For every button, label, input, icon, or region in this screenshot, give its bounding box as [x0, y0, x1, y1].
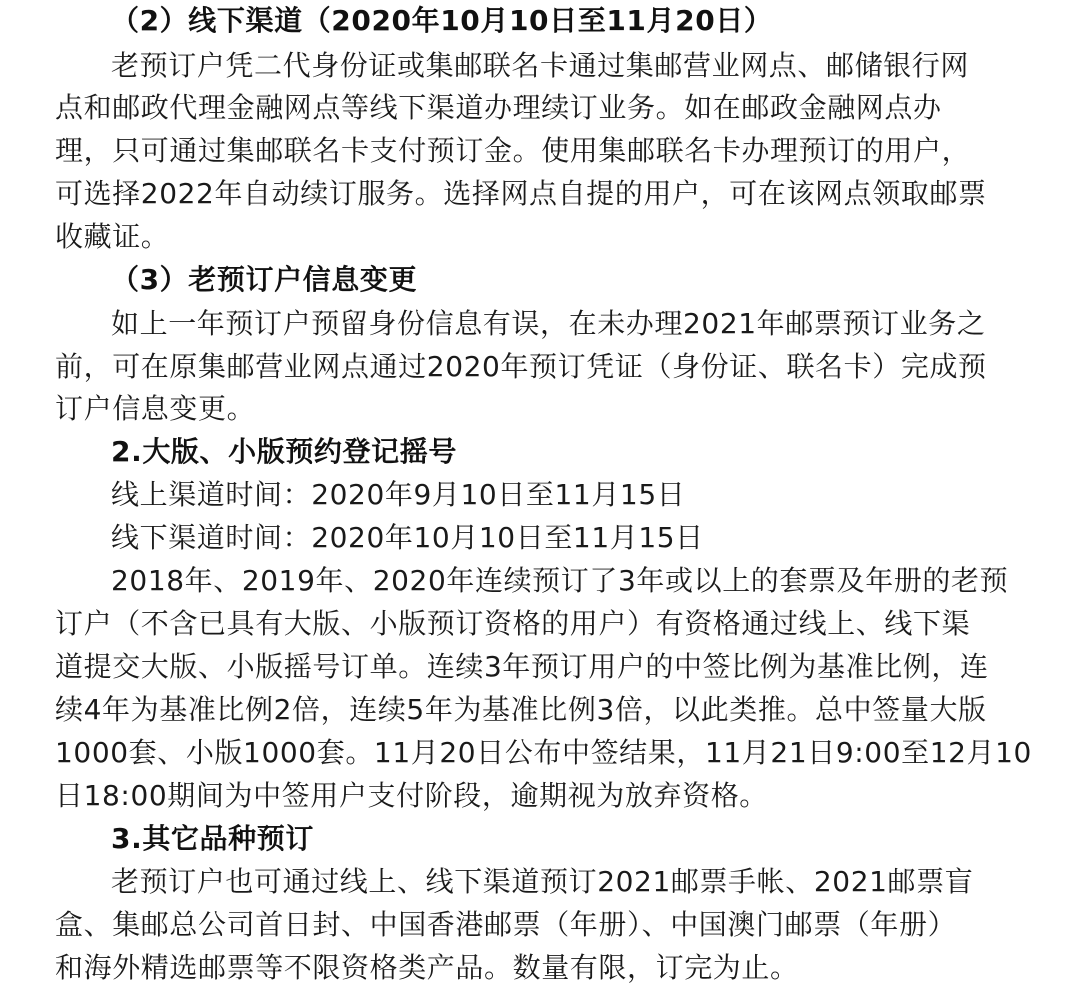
paragraph-line: 续4年为基准比例2倍，连续5年为基准比例3倍，以此类推。总中签量大版 — [55, 693, 987, 726]
paragraph-line: 老预订户也可通过线上、线下渠道预订2021邮票手帐、2021邮票盲 — [111, 865, 974, 898]
paragraph-line: 盒、集邮总公司首日封、中国香港邮票（年册）、中国澳门邮票（年册） — [55, 908, 957, 941]
paragraph-line: 日18:00期间为中签用户支付阶段，逾期视为放弃资格。 — [55, 779, 768, 812]
online-channel-time: 线上渠道时间：2020年9月10日至11月15日 — [111, 478, 686, 511]
paragraph-line: 点和邮政代理金融网点等线下渠道办理续订业务。如在邮政金融网点办 — [55, 91, 942, 124]
section-2-title: 2.大版、小版预约登记摇号 — [111, 435, 457, 468]
paragraph-line: 订户信息变更。 — [55, 392, 256, 425]
paragraph-line: 前，可在原集邮营业网点通过2020年预订凭证（身份证、联名卡）完成预 — [55, 350, 987, 383]
paragraph-line: 道提交大版、小版摇号订单。连续3年预订用户的中签比例为基准比例，连 — [55, 650, 989, 683]
paragraph-line: 1000套、小版1000套。11月20日公布中签结果，11月21日9:00至12月10 — [55, 736, 1032, 769]
offline-channel-time: 线下渠道时间：2020年10月10日至11月15日 — [111, 521, 704, 554]
paragraph-line: 理，只可通过集邮联名卡支付预订金。使用集邮联名卡办理预订的用户， — [55, 134, 971, 167]
paragraph-line: 收藏证。 — [55, 220, 170, 253]
paragraph-line: 如上一年预订户预留身份信息有误，在未办理2021年邮票预订业务之 — [111, 307, 986, 340]
paragraph-line: 订户（不含已具有大版、小版预订资格的用户）有资格通过线上、线下渠 — [55, 607, 971, 640]
paragraph-line: 和海外精选邮票等不限资格类产品。数量有限，订完为止。 — [55, 951, 799, 984]
paragraph-line: 可选择2022年自动续订服务。选择网点自提的用户，可在该网点领取邮票 — [55, 177, 987, 210]
heading-info-change: （3）老预订户信息变更 — [111, 263, 418, 296]
section-3-title: 3.其它品种预订 — [111, 822, 314, 855]
paragraph-line: 2018年、2019年、2020年连续预订了3年或以上的套票及年册的老预 — [111, 564, 1009, 597]
heading-offline-channel: （2）线下渠道（2020年10月10日至11月20日） — [111, 4, 773, 37]
paragraph-line: 老预订户凭二代身份证或集邮联名卡通过集邮营业网点、邮储银行网 — [111, 49, 970, 82]
